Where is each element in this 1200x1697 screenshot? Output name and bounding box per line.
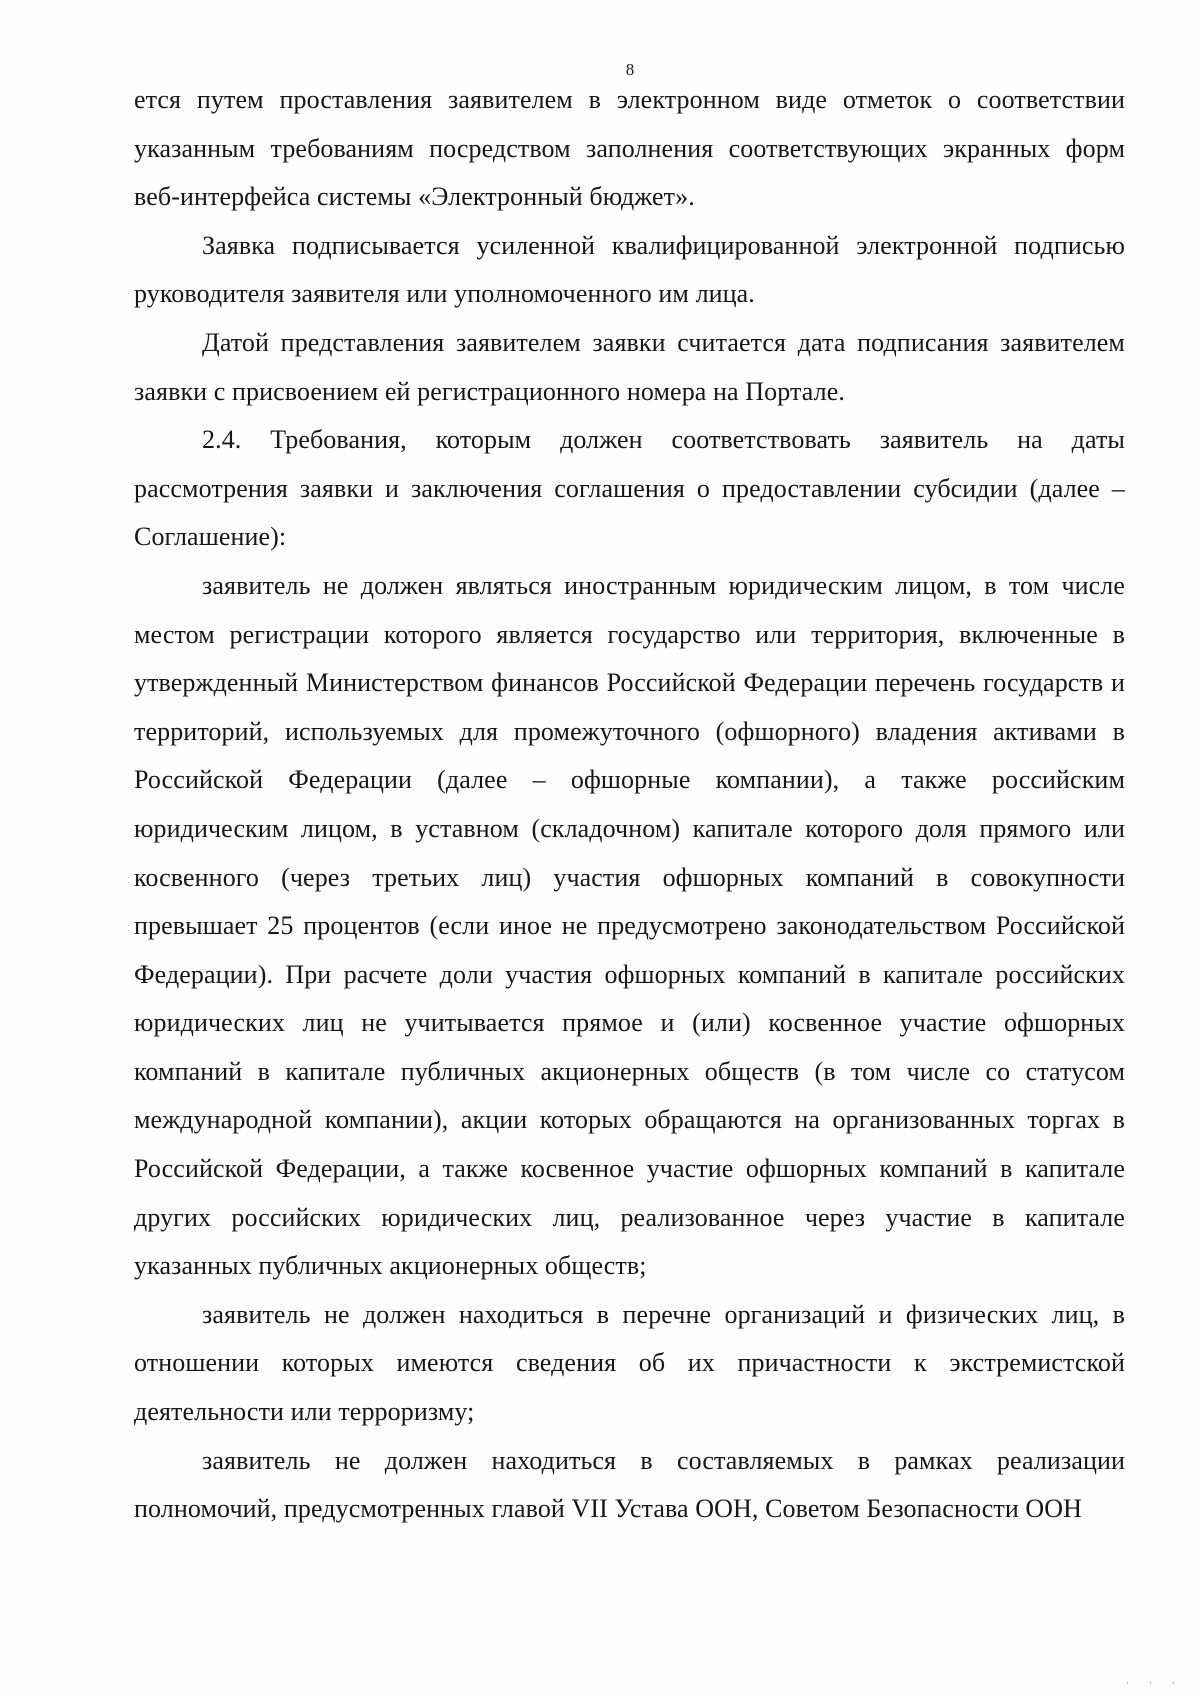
paragraph-form-submission: ется путем проставления заявителем в электронном виде отметок о соответствии указанным требованиям посредством заполнения соответствующих экранных форм веб-интерфейса системы «Электронный бюджет».: [134, 85, 1125, 212]
paragraph-application-signing: Заявка подписывается усиленной квалифицированной электронной подписью руководителя заявителя или уполномоченного им лица.: [134, 230, 1125, 309]
paragraph-section-2-4-requirements: 2.4. Требования, которым должен соответствовать заявитель на даты рассмотрения заявки и заключения соглашения о предоставлении субсидии (далее – Соглашение):: [134, 425, 1125, 552]
page-number: 8: [625, 60, 635, 79]
paragraph-extremism-list-requirement: заявитель не должен находиться в перечне организаций и физических лиц, в отношении которых имеются сведения об их причастности к экстремистской деятельности или терроризму;: [134, 1299, 1125, 1427]
paragraph-submission-date: Датой представления заявителем заявки считается дата подписания заявителем заявки с присвоением ей регистрационного номера на Портале.: [134, 327, 1125, 406]
scan-artifact-mark: · · ·: [1124, 1679, 1182, 1689]
paragraph-offshore-requirement: заявитель не должен являться иностранным юридическим лицом, в том числе местом регистрации которого является государство или территория, включенные в утвержденный Министерством финансов Российской Федерации перечень государств и территорий, используемых для промежуточного (офшорного) владения активами в Российской Федерации (далее – офшорные компании), а также российским юридическим лицом, в уставном (складочном) капитале которого доля прямого или косвенного (через третьих лиц) участия офшорных компаний в совокупности превышает 25 процентов (если иное не предусмотрено законодательством Российской Федерации). При расчете доли участия офшорных компаний в капитале российских юридических лиц не учитывается прямое и (или) косвенное участие офшорных компаний в капитале публичных акционерных обществ (в том числе со статусом международной компании), акции которых обращаются на организованных торгах в Российской Федерации, а также косвенное участие офшорных компаний в капитале других российских юридических лиц, реализованное через участие в капитале указанных публичных акционерных обществ;: [134, 570, 1125, 1281]
paragraph-un-lists-requirement: заявитель не должен находиться в составляемых в рамках реализации полномочий, предусмотренных главой VII Устава ООН, Советом Безопасности ООН: [134, 1445, 1125, 1524]
document-body: [134, 76, 1125, 1534]
